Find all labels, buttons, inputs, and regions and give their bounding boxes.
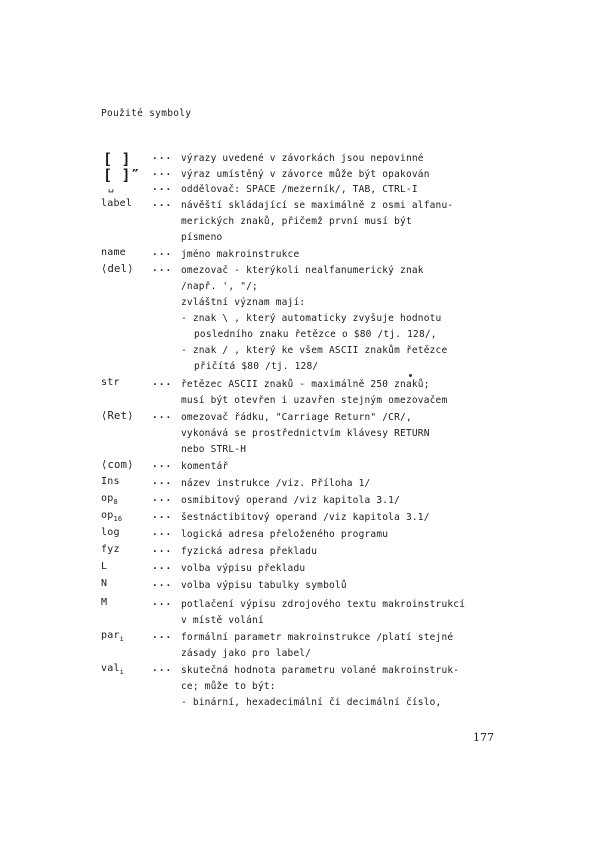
- entry-dots: ...: [152, 198, 173, 209]
- entry-symbol: [ ]: [103, 150, 131, 168]
- description-line: - binární, hexadecimální či decimální číslo,: [181, 697, 442, 708]
- entry-description: [181, 663, 521, 711]
- description-line: skutečná hodnota parametru volané makroinstruk-: [181, 665, 460, 676]
- description-line: logická adresa přeloženého programu: [181, 529, 389, 540]
- entry-dots: ...: [152, 247, 173, 258]
- description-line: volba výpisu překladu: [181, 563, 306, 574]
- description-line: fyzická adresa překladu: [181, 546, 318, 557]
- entry-dots: ...: [152, 597, 173, 608]
- entry-description: [181, 527, 521, 543]
- entry-symbol: N: [101, 578, 108, 589]
- entry-symbol: [101, 663, 153, 676]
- entry-dots: ...: [152, 476, 173, 487]
- entry-dots: ...: [152, 377, 173, 388]
- description-line: /např. ', "/;: [181, 281, 258, 292]
- entry-description: [181, 198, 521, 246]
- description-line: jméno makroinstrukce: [181, 249, 300, 260]
- entry-dots: ...: [152, 630, 173, 641]
- entry-dots: ...: [152, 561, 173, 572]
- description-line: písmeno: [181, 232, 223, 243]
- entry-description: [181, 597, 521, 629]
- entry-dots: ...: [152, 578, 173, 589]
- description-line: vykonává se prostřednictvím klávesy RETURN: [181, 428, 430, 439]
- entry-description: [181, 459, 521, 475]
- description-line: oddělovač: SPACE /mezerník/, TAB, CTRL-I: [181, 184, 418, 195]
- symbol-base: op: [101, 510, 114, 521]
- entry-symbol: ␣: [108, 182, 115, 193]
- entry-symbol: M: [101, 597, 108, 608]
- entry-dots: ...: [152, 151, 173, 162]
- description-line: volba výpisu tabulky symbolů: [181, 580, 347, 591]
- description-line: komentář: [181, 461, 229, 472]
- entry-symbol: fyz: [101, 544, 120, 555]
- entry-description: [181, 247, 521, 263]
- description-line: omezovač řádku, "Carriage Return" /CR/,: [181, 412, 412, 423]
- description-line: řetězec ASCII znaků - maximálně 250 znaků;: [181, 379, 430, 390]
- section-title: Použité symboly: [101, 108, 192, 119]
- description-line: merických znaků, přičemž první musí být: [181, 216, 412, 227]
- description-line: ce; může to být:: [181, 681, 276, 692]
- entry-symbol: log: [101, 527, 120, 538]
- entry-description: [181, 377, 521, 409]
- entry-description: [181, 578, 521, 594]
- description-line: formální parametr makroinstrukce /platí stejné: [181, 632, 454, 643]
- symbol-subscript: 8: [113, 498, 118, 506]
- description-line: posledního znaku řetězce o $80 /tj. 128/,: [194, 329, 437, 340]
- symbol-subscript: i: [119, 668, 125, 676]
- entry-symbol: L: [101, 561, 108, 572]
- description-line: - znak \ , který automaticky zvyšuje hodnotu: [181, 313, 442, 324]
- entry-description: [181, 510, 521, 526]
- description-line: osmibitový operand /viz kapitola 3.1/: [181, 495, 401, 506]
- description-line: šestnáctibitový operand /viz kapitola 3.1/: [181, 512, 430, 523]
- entry-dots: ...: [152, 459, 173, 470]
- entry-description: [181, 167, 521, 183]
- description-line: omezovač - kterýkoli nealfanumerický znak: [181, 265, 424, 276]
- entry-description: [181, 544, 521, 560]
- description-line: návěští skládající se maximálně z osmi alfanu-: [181, 200, 454, 211]
- description-line: nebo STRL-H: [181, 444, 247, 455]
- description-line: potlačení výpisu zdrojového textu makroinstrukcí: [181, 599, 466, 610]
- description-line: v místě volání: [181, 615, 264, 626]
- symbol-subscript: 16: [113, 515, 123, 523]
- entry-symbol: [101, 630, 153, 643]
- entry-dots: ...: [152, 410, 173, 421]
- entry-description: [181, 561, 521, 577]
- description-line: zvláštní význam mají:: [181, 297, 306, 308]
- entry-symbol: Ins: [101, 476, 120, 487]
- entry-dots: ...: [152, 182, 173, 193]
- symbol-base: val: [101, 663, 120, 674]
- page-number: 177: [473, 731, 494, 744]
- entry-symbol: ⟨Ret⟩: [101, 410, 134, 422]
- entry-dots: ...: [152, 493, 173, 504]
- description-line: výrazy uvedené v závorkách jsou nepovinné: [181, 153, 424, 164]
- entry-symbol: label: [101, 198, 133, 209]
- entry-description: [181, 151, 521, 167]
- entry-symbol: name: [101, 247, 126, 258]
- entry-dots: ...: [152, 527, 173, 538]
- entry-symbol: [101, 510, 153, 523]
- entry-dots: ...: [152, 544, 173, 555]
- entry-symbol: [101, 493, 153, 506]
- entry-symbol: ⟨del⟩: [101, 263, 134, 275]
- symbol-base: par: [101, 630, 120, 641]
- symbol-subscript: i: [119, 635, 125, 643]
- description-line: zásady jako pro label/: [181, 648, 312, 659]
- entry-symbol: [ ]″: [103, 166, 140, 184]
- description-line: musí být otevřen i uzavřen stejným omezovačem: [181, 395, 448, 406]
- entry-description: [181, 493, 521, 509]
- description-line: přičítá $80 /tj. 128/: [194, 361, 319, 372]
- entry-description: [181, 182, 521, 198]
- description-line: - znak / , který ke všem ASCII znakům řetězce: [181, 345, 448, 356]
- entry-symbol: str: [101, 377, 120, 388]
- entry-description: [181, 630, 521, 662]
- entry-dots: ...: [152, 167, 173, 178]
- entry-symbol: ⟨com⟩: [101, 459, 134, 471]
- entry-dots: ...: [152, 510, 173, 521]
- description-line: název instrukce /viz. Příloha 1/: [181, 478, 371, 489]
- entry-dots: ...: [152, 263, 173, 274]
- entry-dots: ...: [152, 663, 173, 674]
- symbol-base: op: [101, 493, 114, 504]
- entry-description: [181, 410, 521, 458]
- entry-description: [181, 476, 521, 492]
- entry-description: [181, 263, 521, 375]
- description-line: výraz umístěný v závorce může být opakován: [181, 169, 430, 180]
